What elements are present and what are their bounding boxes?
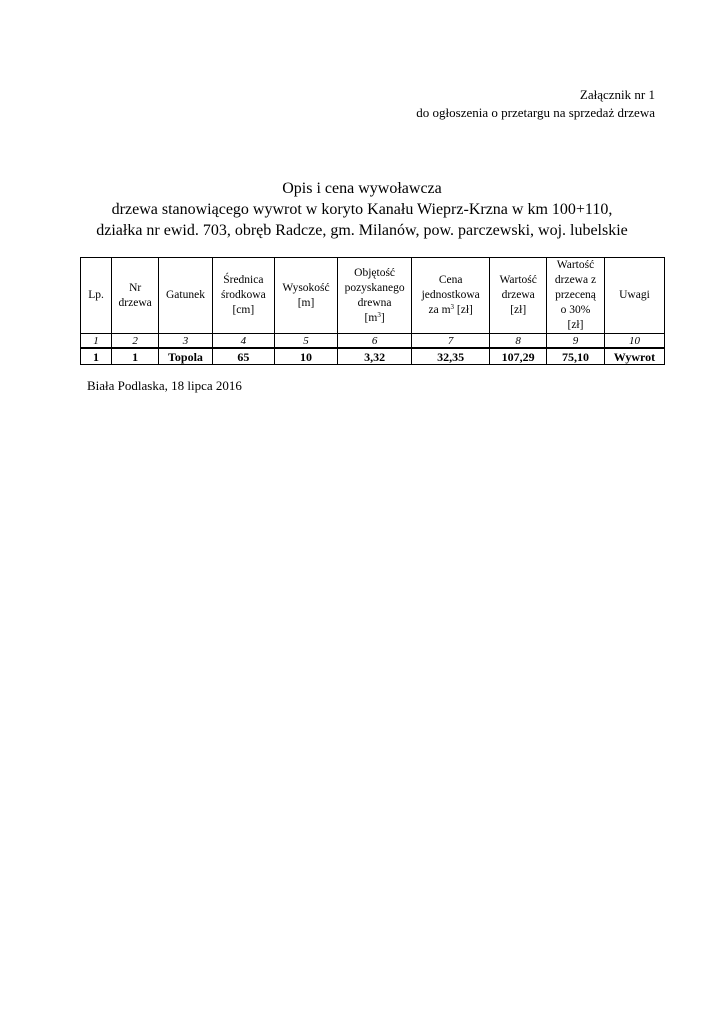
document-heading: [0, 178, 724, 241]
cell-height: 10: [274, 348, 337, 365]
cell-unit-price: 32,35: [412, 348, 490, 365]
header-cell-unit-price: Cena jednostkowa za $m^3$ [zł]: [412, 258, 490, 334]
heading-subject: drzewa stanowiącego wywrot w koryto Kanału Wieprz-Krzna w km 100+110,: [111, 201, 613, 218]
header-cell-volume: Objętość pozyskanego drewna $[m^3]$: [338, 258, 412, 334]
header-cell-lp: Lp.: [81, 258, 112, 334]
cell-volume: 3,32: [338, 348, 412, 365]
column-number: 7: [412, 334, 490, 349]
heading-title: Opis i cena wywoławcza: [282, 180, 442, 197]
column-number: 1: [81, 334, 112, 349]
column-number: 10: [604, 334, 664, 349]
cell-lp: 1: [81, 348, 112, 365]
place-and-date: Biała Podlaska, 18 lipca 2016: [87, 378, 242, 393]
header-cell-height: Wysokość [m]: [274, 258, 337, 334]
annex-reference: do ogłoszenia o przetargu na sprzedaż drzewa: [416, 105, 655, 120]
column-number: 8: [490, 334, 547, 349]
column-number: 2: [112, 334, 159, 349]
column-number-row: [81, 334, 665, 349]
cell-tree-value: 107,29: [490, 348, 547, 365]
cell-diameter: 65: [212, 348, 274, 365]
column-number: 6: [338, 334, 412, 349]
annex-number: Załącznik nr 1: [579, 87, 655, 102]
cell-tree-number: 1: [112, 348, 159, 365]
volume-unit: $[m^3]$: [364, 310, 385, 324]
column-number: 3: [159, 334, 213, 349]
heading-location: działka nr ewid. 703, obręb Radcze, gm. Milanów, pow. parczewski, woj. lubelskie: [96, 222, 628, 239]
header-cell-discounted-value: Wartość drzewa z przeceną o 30% [zł]: [547, 258, 605, 334]
column-number: 9: [547, 334, 605, 349]
table-header-row: [81, 258, 665, 334]
header-cell-remarks: Uwagi: [604, 258, 664, 334]
header-cell-species: Gatunek: [159, 258, 213, 334]
unit-price-unit: za $m^3$ [zł]: [428, 303, 473, 316]
cell-discounted-value: 75,10: [547, 348, 605, 365]
table-row: [81, 348, 665, 365]
cell-remarks: Wywrot: [604, 348, 664, 365]
column-number: 5: [274, 334, 337, 349]
header-cell-diameter: Średnica środkowa [cm]: [212, 258, 274, 334]
tree-price-table: [80, 257, 665, 365]
header-cell-tree-number: Nr drzewa: [112, 258, 159, 334]
annex-note: [416, 86, 655, 122]
header-cell-tree-value: Wartość drzewa [zł]: [490, 258, 547, 334]
column-number: 4: [212, 334, 274, 349]
cell-species: Topola: [159, 348, 213, 365]
